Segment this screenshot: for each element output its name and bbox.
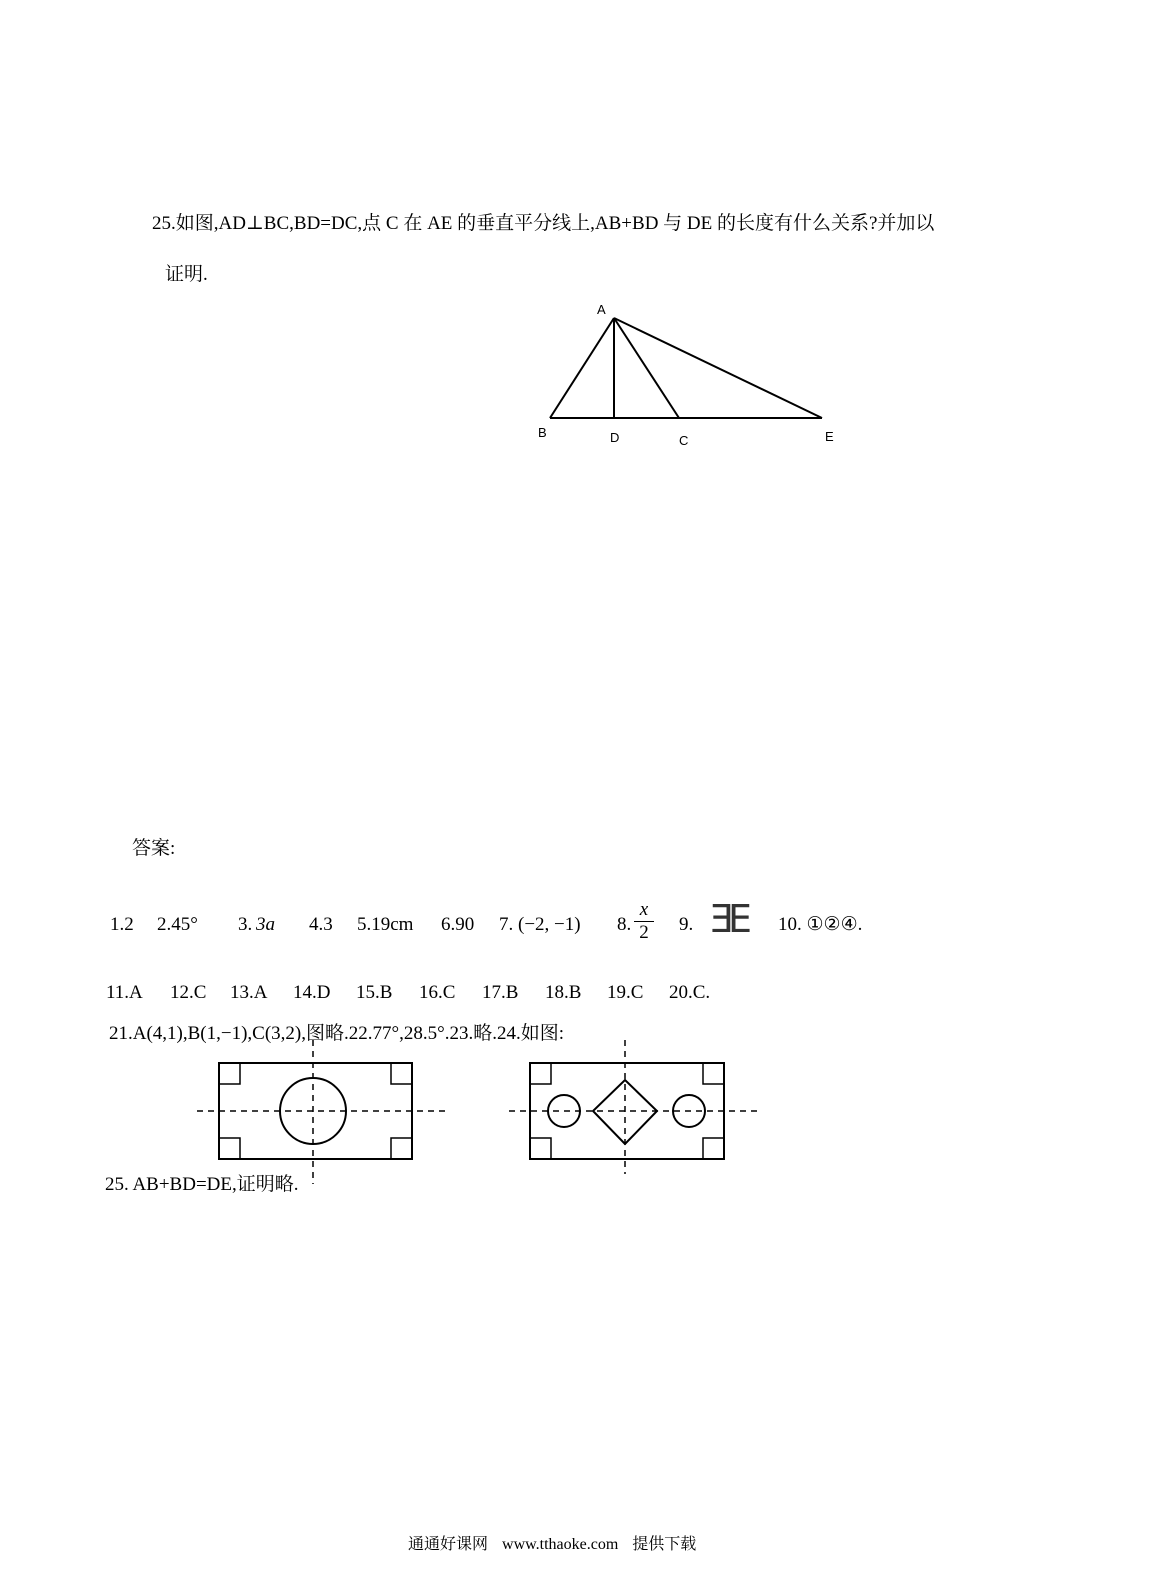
- footer-site-name: 通通好课网: [408, 1536, 489, 1553]
- question-25-line-1: 25.如图,AD⊥BC,BD=DC,点 C 在 AE 的垂直平分线上,AB+BD 与 DE 的长度有什么关系?并加以: [152, 213, 935, 234]
- right-left-circle: [548, 1095, 580, 1127]
- point-label-a: A: [597, 302, 606, 317]
- answer-24-left-figure: [197, 1040, 445, 1184]
- answer-9-mirror-image: ƎE: [710, 897, 747, 941]
- right-outer-rect: [530, 1063, 724, 1159]
- answer-13: 13.A: [230, 982, 268, 1003]
- point-label-e: E: [825, 429, 834, 444]
- point-label-c: C: [679, 433, 689, 448]
- right-center-diamond: [593, 1080, 657, 1144]
- right-corner-square-tl: [530, 1063, 551, 1084]
- answer-8-prefix: 8.: [617, 914, 632, 935]
- answer-24-right-figure: [509, 1040, 757, 1174]
- answer-1: 1.2: [110, 914, 134, 935]
- left-outer-rect: [219, 1063, 412, 1159]
- footer-url[interactable]: www.tthaoke.com: [502, 1536, 619, 1553]
- right-right-circle: [673, 1095, 705, 1127]
- answer-15: 15.B: [356, 982, 393, 1003]
- footer: [408, 1531, 696, 1554]
- answers-row-4: 25. AB+BD=DE,证明略.: [105, 1174, 299, 1195]
- answer-12: 12.C: [170, 982, 207, 1003]
- answer-10: 10. ①②④.: [778, 914, 863, 935]
- answer-6: 6.90: [441, 914, 475, 935]
- answer-4: 4.3: [309, 914, 333, 935]
- answer-9-prefix: 9.: [679, 914, 694, 935]
- point-label-d: D: [610, 430, 620, 445]
- segment-ab: [550, 318, 614, 418]
- answer-11: 11.A: [106, 982, 143, 1003]
- answer-17: 17.B: [482, 982, 519, 1003]
- answer-19: 19.C: [607, 982, 644, 1003]
- answer-2: 2.45°: [157, 914, 198, 935]
- right-corner-square-tr: [703, 1063, 724, 1084]
- left-corner-square-br: [391, 1138, 412, 1159]
- answer-3-value: 3a: [256, 914, 275, 935]
- answer-8-numerator: x: [639, 899, 649, 920]
- segment-ae: [614, 318, 822, 418]
- answer-20: 20.C.: [669, 982, 711, 1003]
- left-corner-square-bl: [219, 1138, 240, 1159]
- answer-14: 14.D: [293, 982, 331, 1003]
- segment-ac: [614, 318, 679, 418]
- question-25-line-2: 证明.: [165, 264, 208, 285]
- footer-note: 提供下载: [632, 1536, 697, 1553]
- answer-7: 7. (−2, −1): [499, 914, 581, 935]
- right-corner-square-bl: [530, 1138, 551, 1159]
- left-corner-square-tl: [219, 1063, 240, 1084]
- left-center-circle: [280, 1078, 346, 1144]
- answer-8-fraction: [634, 900, 654, 943]
- answer-3-prefix: 3.: [238, 914, 253, 935]
- answers-row-3: 21.A(4,1),B(1,−1),C(3,2),图略.22.77°,28.5°.23.略.24.如图:: [109, 1023, 564, 1044]
- answer-18: 18.B: [545, 982, 582, 1003]
- point-label-b: B: [538, 425, 547, 440]
- answer-16: 16.C: [419, 982, 456, 1003]
- answers-heading: 答案:: [132, 838, 176, 859]
- answer-5: 5.19cm: [357, 914, 414, 935]
- right-corner-square-br: [703, 1138, 724, 1159]
- answer-8-denominator: 2: [639, 922, 649, 943]
- left-corner-square-tr: [391, 1063, 412, 1084]
